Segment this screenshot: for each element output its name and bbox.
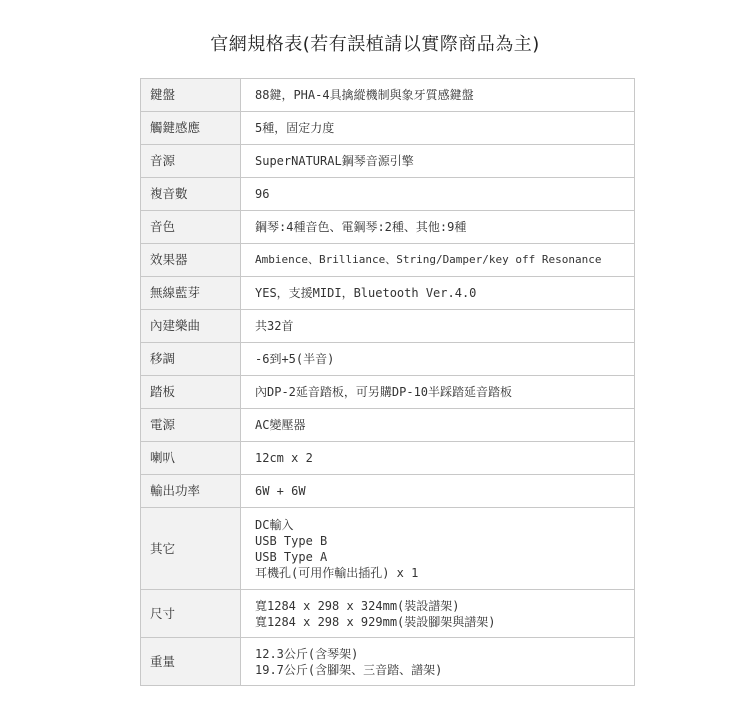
spec-value-line: 寬1284 x 298 x 929mm(裝設腳架與譜架)	[255, 614, 496, 629]
spec-value-line: AC變壓器	[255, 418, 306, 432]
table-row	[141, 79, 635, 112]
spec-value	[241, 145, 635, 178]
spec-value-line: 鋼琴:4種音色、電鋼琴:2種、其他:9種	[255, 220, 467, 234]
table-row	[141, 178, 635, 211]
spec-value	[241, 310, 635, 343]
spec-value	[241, 178, 635, 211]
spec-label: 效果器	[141, 244, 241, 277]
table-row	[141, 409, 635, 442]
spec-value	[241, 475, 635, 508]
spec-value-line: YES，支援MIDI，Bluetooth Ver.4.0	[255, 286, 477, 300]
spec-value-line: 5種，固定力度	[255, 121, 335, 135]
spec-label: 音源	[141, 145, 241, 178]
spec-value	[241, 409, 635, 442]
spec-label: 踏板	[141, 376, 241, 409]
spec-value-line: SuperNATURAL鋼琴音源引擎	[255, 154, 414, 168]
spec-value	[241, 376, 635, 409]
table-row	[141, 310, 635, 343]
spec-value-line: -6到+5(半音)	[255, 352, 335, 366]
table-row	[141, 475, 635, 508]
spec-value	[241, 590, 635, 638]
spec-label: 複音數	[141, 178, 241, 211]
spec-label: 鍵盤	[141, 79, 241, 112]
table-row	[141, 145, 635, 178]
spec-value-line: 12cm x 2	[255, 451, 313, 465]
page-title: 官網規格表(若有誤植請以實際商品為主)	[210, 34, 540, 55]
spec-value-line: 內DP-2延音踏板，可另購DP-10半踩踏延音踏板	[255, 385, 513, 399]
spec-value-line: 耳機孔(可用作輸出插孔) x 1	[255, 565, 419, 580]
spec-value-line: 12.3公斤(含琴架)	[255, 646, 359, 661]
spec-label: 輸出功率	[141, 475, 241, 508]
spec-label: 尺寸	[141, 590, 241, 638]
table-row	[141, 277, 635, 310]
spec-value-line: 寬1284 x 298 x 324mm(裝設譜架)	[255, 598, 460, 613]
spec-label: 音色	[141, 211, 241, 244]
spec-value	[241, 442, 635, 475]
spec-value	[241, 211, 635, 244]
spec-value	[241, 244, 635, 277]
table-row	[141, 442, 635, 475]
spec-label: 內建樂曲	[141, 310, 241, 343]
spec-label: 無線藍芽	[141, 277, 241, 310]
spec-value-line: Ambience、Brilliance、String/Damper/key off Resonance	[255, 253, 602, 266]
spec-value	[241, 343, 635, 376]
spec-value-line: 96	[255, 187, 270, 201]
spec-label: 重量	[141, 638, 241, 686]
spec-value-line: USB Type B	[255, 533, 328, 548]
table-row	[141, 244, 635, 277]
spec-value-line: USB Type A	[255, 549, 328, 564]
spec-value	[241, 79, 635, 112]
table-row	[141, 508, 635, 590]
spec-table	[140, 78, 635, 686]
spec-value-line: 19.7公斤(含腳架、三音踏、譜架)	[255, 662, 443, 677]
spec-value-line: DC輸入	[255, 517, 294, 532]
spec-value	[241, 277, 635, 310]
spec-label: 其它	[141, 508, 241, 590]
table-row	[141, 112, 635, 145]
spec-label: 電源	[141, 409, 241, 442]
table-row	[141, 343, 635, 376]
spec-value-line: 6W + 6W	[255, 484, 306, 498]
spec-label: 喇叭	[141, 442, 241, 475]
table-row	[141, 211, 635, 244]
spec-label: 觸鍵感應	[141, 112, 241, 145]
spec-value-line: 88鍵，PHA-4具擒縱機制與象牙質感鍵盤	[255, 88, 474, 102]
table-row	[141, 638, 635, 686]
spec-value	[241, 112, 635, 145]
spec-value-line: 共32首	[255, 319, 294, 333]
table-row	[141, 376, 635, 409]
table-row	[141, 590, 635, 638]
spec-label: 移調	[141, 343, 241, 376]
spec-value	[241, 508, 635, 590]
spec-value	[241, 638, 635, 686]
